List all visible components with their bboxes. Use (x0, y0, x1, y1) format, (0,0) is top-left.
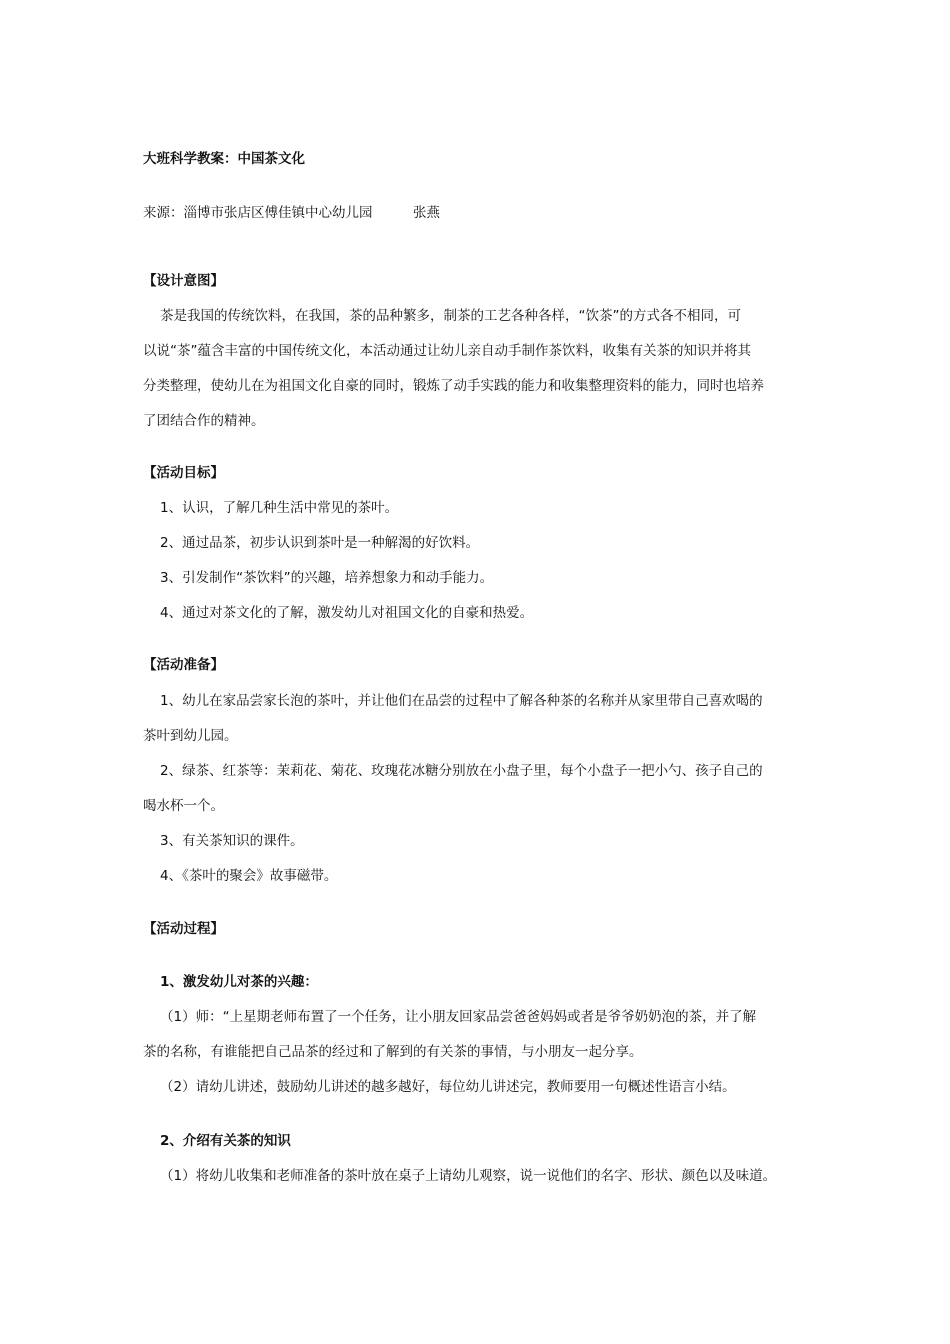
document-title: 大班科学教案：中国茶文化 (143, 151, 305, 167)
section-heading-prep: 【活动准备】 (143, 657, 224, 673)
goal-item: 4、通过对茶文化的了解，激发幼儿对祖国文化的自豪和热爱。 (160, 605, 534, 621)
design-paragraph-line: 了团结合作的精神。 (143, 413, 265, 429)
process-step-line: 茶的名称，有谁能把自己品茶的经过和了解到的有关茶的事情，与小朋友一起分享。 (143, 1044, 643, 1060)
design-paragraph-line: 以说“茶”蕴含丰富的中国传统文化，本活动通过让幼儿亲自动手制作茶饮料，收集有关茶的知识并将其 (143, 343, 751, 359)
process-step-title: 1、激发幼儿对茶的兴趣： (160, 974, 318, 990)
goal-item: 3、引发制作“茶饮料”的兴趣，培养想象力和动手能力。 (160, 570, 494, 586)
design-paragraph-line: 茶是我国的传统饮料，在我国，茶的品种繁多，制茶的工艺各种各样，“饮茶”的方式各不相同，可 (160, 308, 741, 324)
prep-line: 1、幼儿在家品尝家长泡的茶叶，并让他们在品尝的过程中了解各种茶的名称并从家里带自己喜欢喝的 (160, 693, 763, 709)
document-source: 来源：淄博市张店区傅佳镇中心幼儿园 张燕 (143, 205, 440, 221)
design-paragraph-line: 分类整理，使幼儿在为祖国文化自豪的同时，锻炼了动手实践的能力和收集整理资料的能力，同时也培养 (143, 378, 764, 394)
prep-line: 3、有关茶知识的课件。 (160, 833, 304, 849)
section-heading-design: 【设计意图】 (143, 273, 224, 289)
section-heading-process: 【活动过程】 (143, 921, 224, 937)
section-heading-goals: 【活动目标】 (143, 465, 224, 481)
prep-line: 喝水杯一个。 (143, 798, 224, 814)
prep-line: 茶叶到幼儿园。 (143, 728, 238, 744)
goal-item: 1、认识，了解几种生活中常见的茶叶。 (160, 500, 399, 516)
process-step-title: 2、介绍有关茶的知识 (160, 1133, 291, 1149)
process-step-line: （1）师：“上星期老师布置了一个任务，让小朋友回家品尝爸爸妈妈或者是爷爷奶奶泡的茶，并了解 (160, 1009, 757, 1025)
process-step-line: （2）请幼儿讲述，鼓励幼儿讲述的越多越好，每位幼儿讲述完，教师要用一句概述性语言小结。 (160, 1079, 736, 1095)
prep-line: 4、《茶叶的聚会》故事磁带。 (160, 868, 338, 884)
goal-item: 2、通过品茶，初步认识到茶叶是一种解渴的好饮料。 (160, 535, 480, 551)
process-step-line: （1）将幼儿收集和老师准备的茶叶放在桌子上请幼儿观察，说一说他们的名字、形状、颜色以及味道。 (160, 1168, 777, 1184)
prep-line: 2、绿茶、红茶等：茉莉花、菊花、玫瑰花冰糖分别放在小盘子里，每个小盘子一把小勺、孩子自己的 (160, 763, 763, 779)
